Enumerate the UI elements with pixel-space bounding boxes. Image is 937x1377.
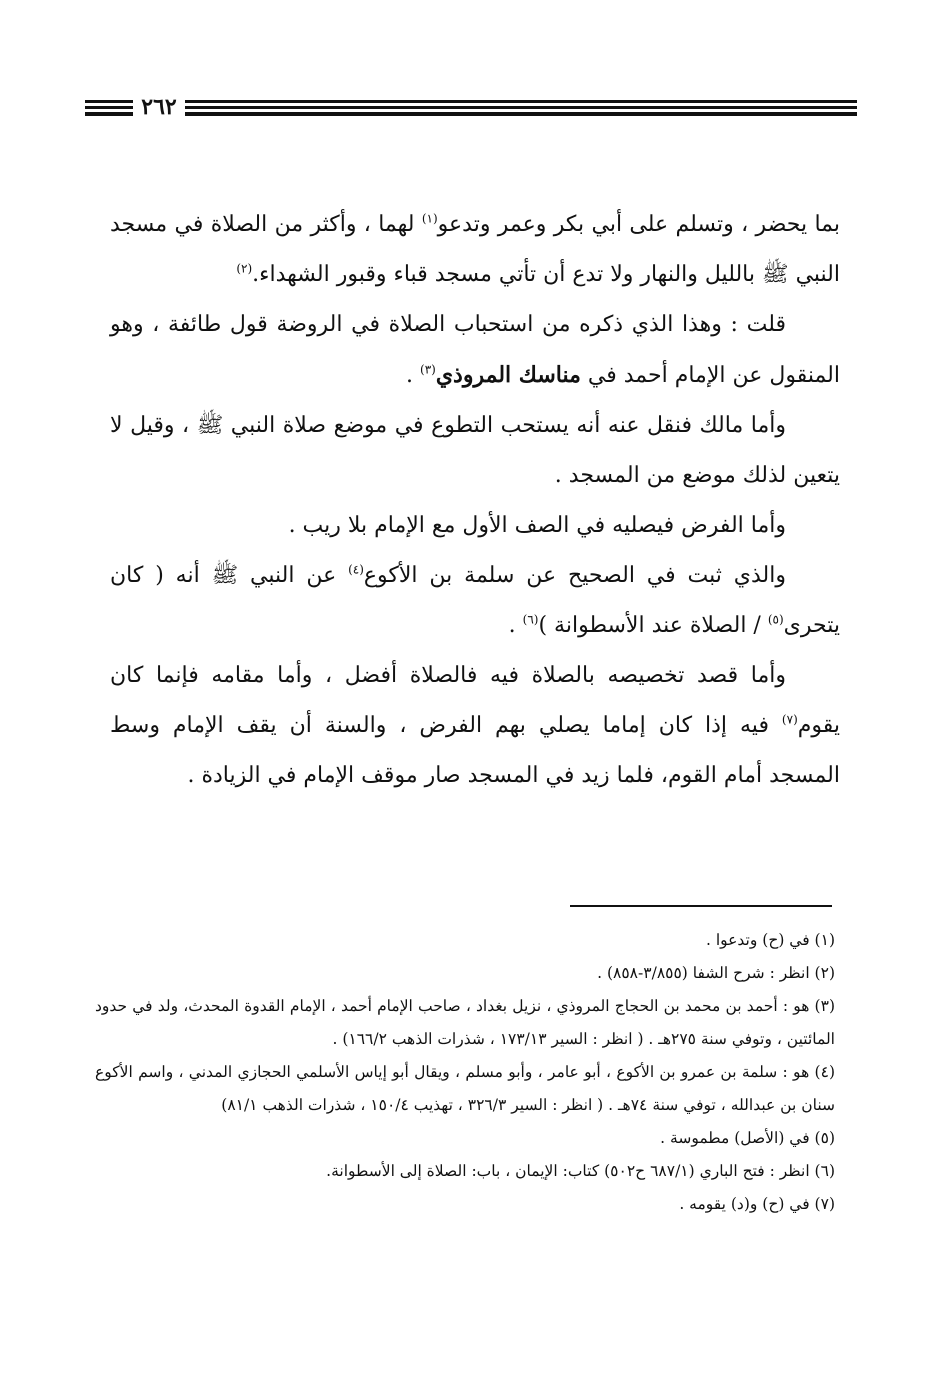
page-number: ٢٦٢ xyxy=(141,94,177,120)
footnote-ref-2: (٢) xyxy=(236,261,253,276)
footnotes xyxy=(95,924,835,1221)
header-rule-right xyxy=(185,100,857,116)
book-title: مناسك المروذي xyxy=(435,362,581,388)
footnote-6: (٦) انظر : فتح الباري (٦٨٧/١ ح٥٠٢) كتاب: الإيمان ، باب: الصلاة إلى الأسطوانة. xyxy=(326,1162,835,1180)
footnote-ref-3: (٣) xyxy=(420,362,436,377)
main-text xyxy=(110,200,840,801)
footnote-3: (٣) هو : أحمد بن محمد بن الحجاج المروذي ، نزيل بغداد ، صاحب الإمام أحمد ، الإمام القدوة المحدث، ولد في حدود المائتين ، وتوفي سنة ٢٧٥هـ . ( انظر : السير ١٧٣/١٣ ، شذرات الذهب ١٦٦/٢) . xyxy=(95,997,835,1048)
footnote-separator xyxy=(570,905,832,907)
paragraph-1: بما يحضر ، وتسلم على أبي بكر وعمر وتدعو$^{(١)}$ لهما ، وأكثر من الصلاة في مسجد النبي ﷺ بالليل والنهار ولا تدع أن تأتي مسجد قباء وقبور الشهداء.$^{(٢)}$ xyxy=(110,211,840,287)
footnote-ref-7: (٧) xyxy=(781,712,798,727)
paragraph-4: وأما الفرض فيصليه في الصف الأول مع الإمام بلا ريب . xyxy=(288,513,786,538)
paragraph-3: وأما مالك فنقل عنه أنه يستحب التطوع في موضع صلاة النبي ﷺ ، وقيل لا يتعين لذلك موضع من المسجد . xyxy=(110,413,840,488)
paragraph-6: وأما قصد تخصيصه بالصلاة فيه فالصلاة أفضل ، وأما مقامه فإنما كان يقوم$^{(٧)}$ فيه إذا كان إماما يصلي بهم الفرض ، والسنة أن يقف الإمام وسط المسجد أمام القوم، فلما زيد في المسجد صار موقف الإمام في الزيادة . xyxy=(110,663,840,788)
footnote-ref-4: (٤) xyxy=(348,562,364,577)
footnote-ref-5: (٥) xyxy=(767,612,784,627)
footnote-4: (٤) هو : سلمة بن عمرو بن الأكوع ، أبو عامر ، وأبو مسلم ، ويقال أبو إياس الأسلمي الحجازي المدني ، واسم الأكوع سنان بن عبدالله ، توفي سنة ٧٤هـ . ( انظر : السير ٣٢٦/٣ ، تهذيب ١٥٠/٤ ، شذرات الذهب ٨١/١) xyxy=(95,1063,835,1114)
page-header xyxy=(85,96,857,120)
footnote-7: (٧) في (ح) و(د) يقومه . xyxy=(679,1195,835,1213)
paragraph-5: والذي ثبت في الصحيح عن سلمة بن الأكوع$^{(٤)}$ عن النبي ﷺ أنه ( كان يتحرى$^{(٥)}$ / الصلاة عند الأسطوانة )$^{(٦)}$ . xyxy=(110,562,840,638)
footnote-2: (٢) انظر : شرح الشفا (٣/٨٥٥-٨٥٨) . xyxy=(597,964,835,982)
footnote-5: (٥) في (الأصل) مطموسة . xyxy=(660,1129,835,1147)
header-rule-left xyxy=(85,100,133,116)
footnote-ref-6: (٦) xyxy=(522,612,539,627)
footnote-1: (١) في (ح) وتدعوا . xyxy=(706,931,835,949)
footnote-ref-1: (١) xyxy=(421,211,438,226)
paragraph-2: قلت : وهذا الذي ذكره من استحباب الصلاة في الروضة قول طائفة ، وهو المنقول عن الإمام أحمد في مناسك المروذي$^{(٣)}$ . xyxy=(110,312,840,388)
